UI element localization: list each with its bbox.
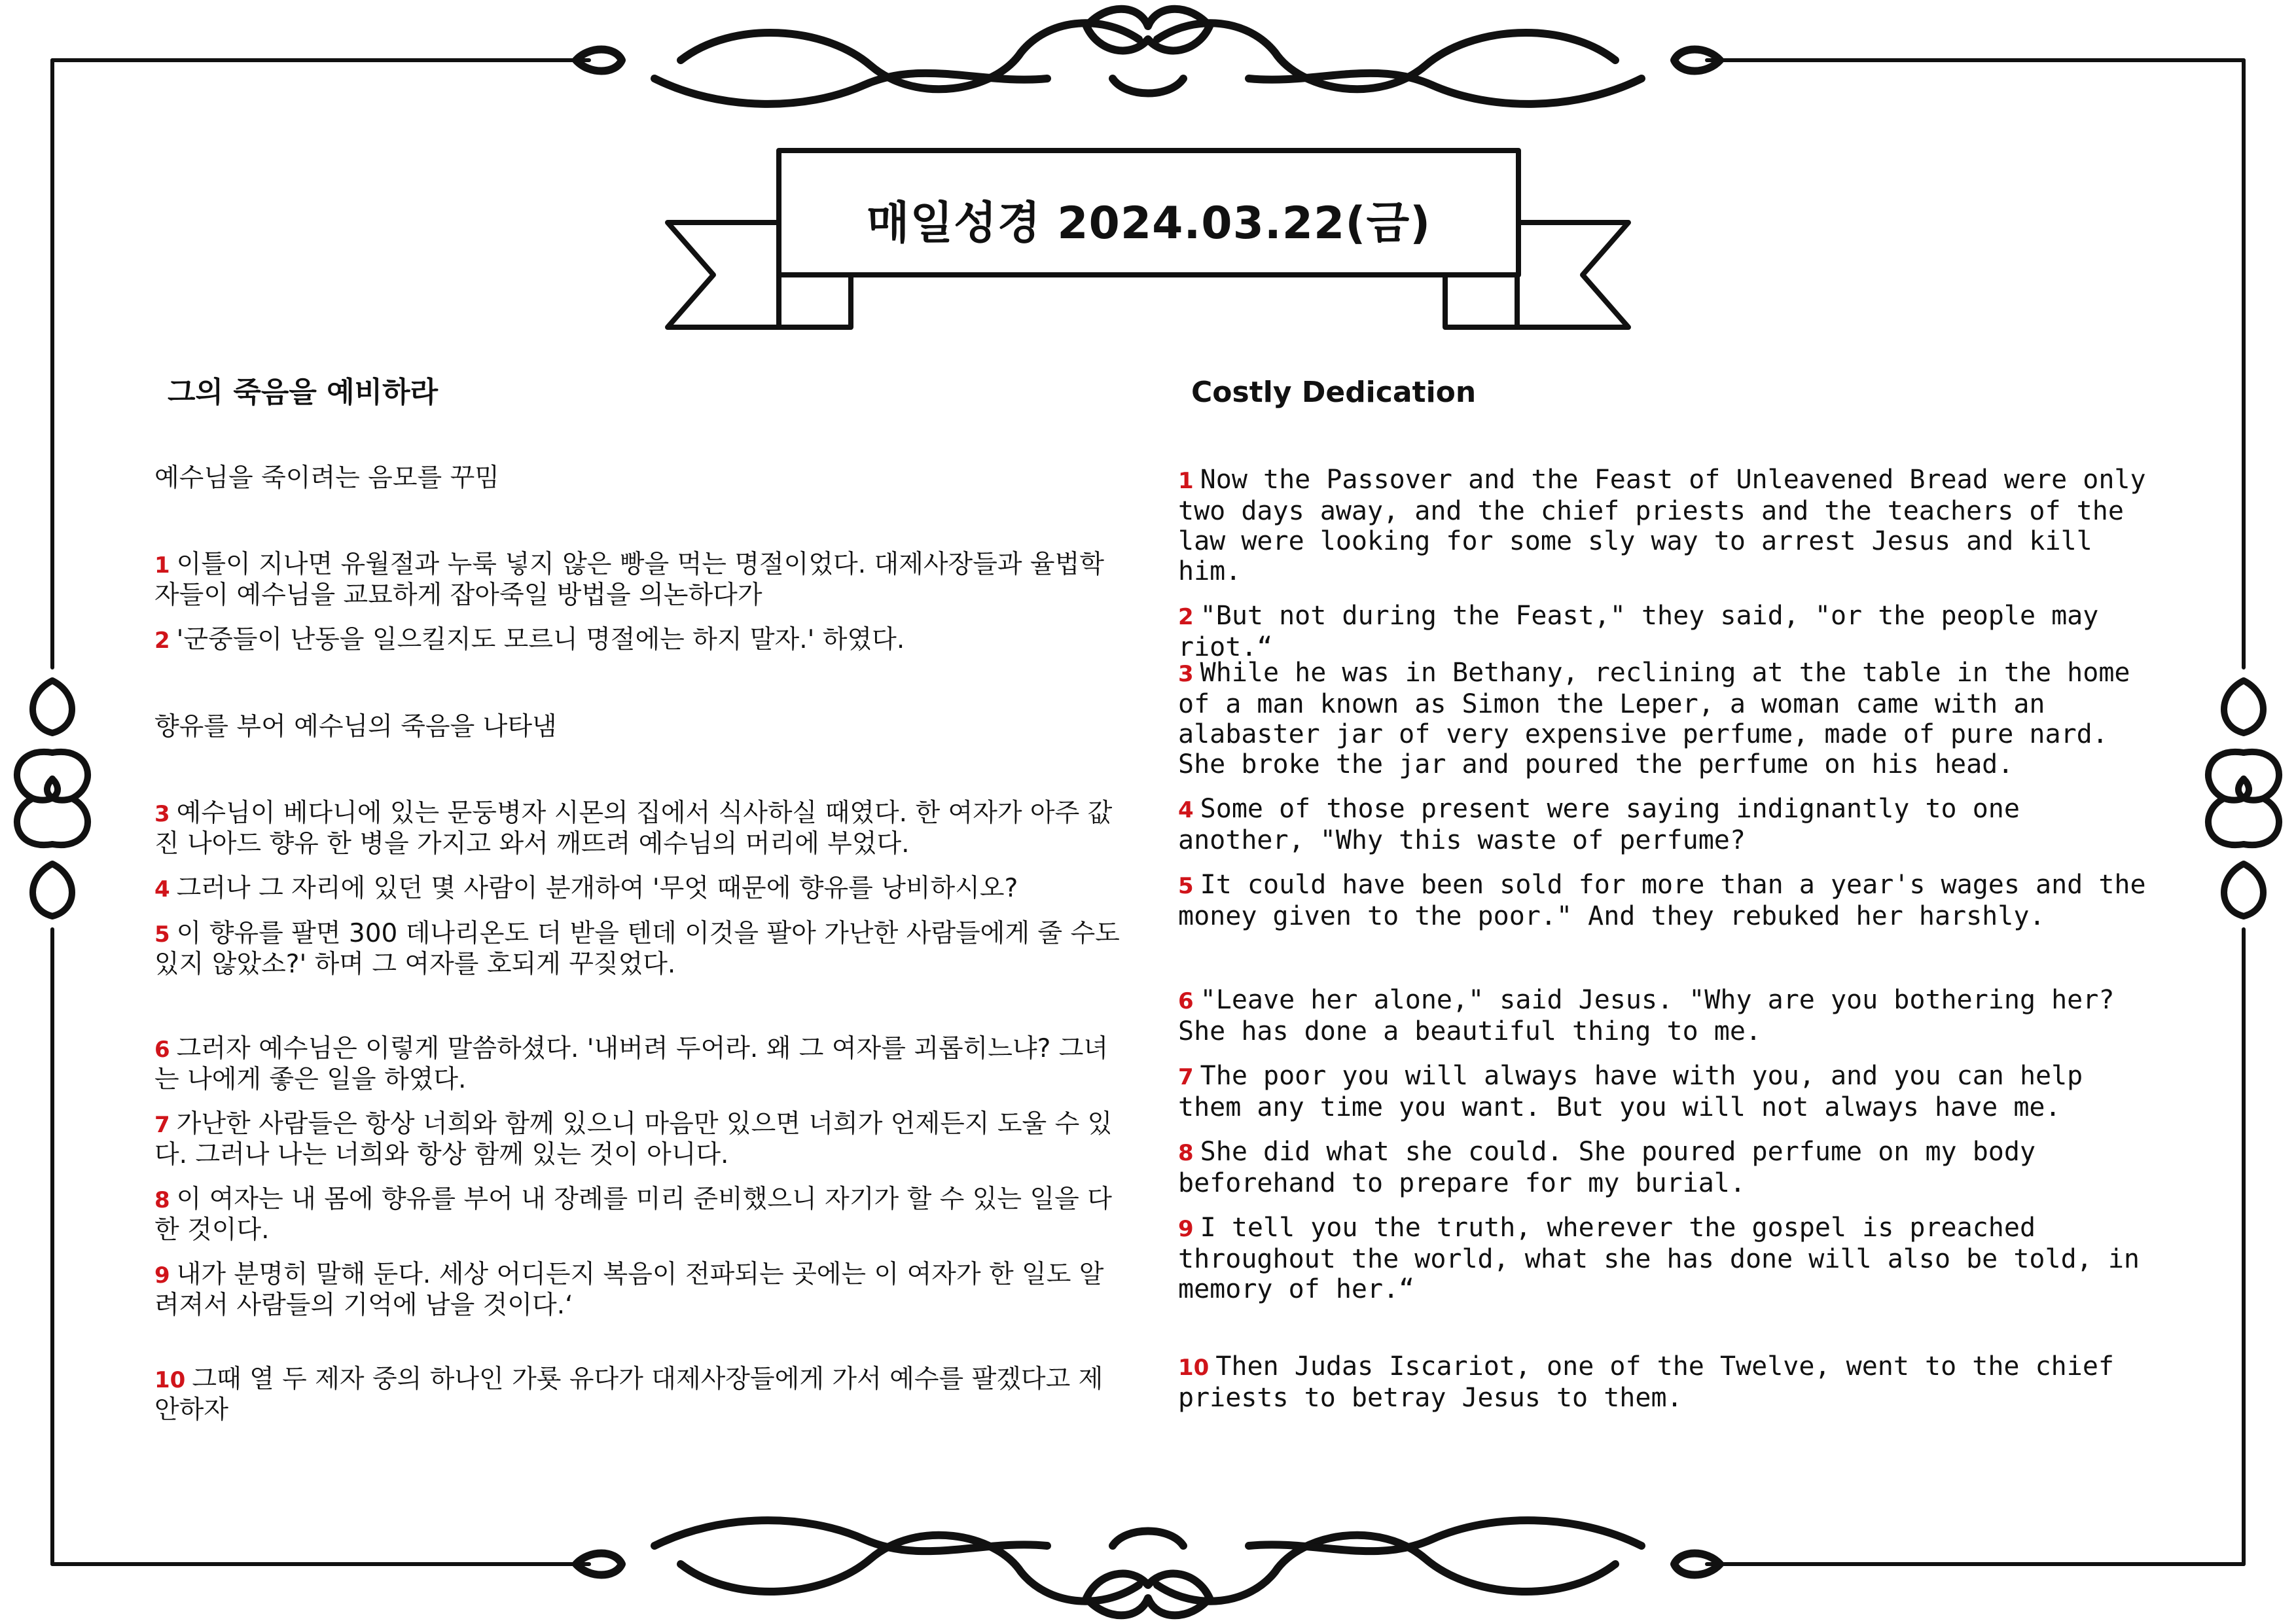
verse — [154, 1364, 1123, 1425]
verse — [154, 1260, 1123, 1321]
korean-subheading: 향유를 부어 예수님의 죽음을 나타냄 — [154, 712, 557, 741]
verse-text: 그러자 예수님은 이렇게 말씀하셨다. '내버려 두어라. 왜 그 여자를 괴롭히느냐? 그녀는 나에게 좋은 일을 하였다. — [154, 1034, 1109, 1094]
english-heading: Costly Dedication — [1191, 376, 1477, 409]
verse-number: 10 — [154, 1367, 186, 1393]
verse-number: 8 — [154, 1187, 170, 1213]
verse-text: It could have been sold for more than a year's wages and the money given to the poor." And they rebuked her harshly. — [1178, 870, 2146, 931]
verse-number: 1 — [1178, 468, 1194, 494]
verse-text: 이 향유를 팔면 300 데나리온도 더 받을 텐데 이것을 팔아 가난한 사람들에게 줄 수도 있지 않았소?' 하며 그 여자를 호되게 꾸짖었다. — [154, 919, 1120, 979]
verse — [1178, 1213, 2147, 1304]
verse-text: '군중들이 난동을 일으킬지도 모르니 명절에는 하지 말자.' 하였다. — [176, 625, 905, 654]
verse — [154, 798, 1123, 859]
korean-verses-1 — [154, 550, 1123, 670]
verse — [1178, 985, 2147, 1046]
verse-number: 2 — [1178, 604, 1194, 630]
verse-text: 그때 열 두 제자 중의 하나인 가룟 유다가 대제사장들에게 가서 예수를 팔겠다고 제안하자 — [154, 1364, 1103, 1425]
verse-text: 가난한 사람들은 항상 너희와 함께 있으니 마음만 있으면 너희가 언제든지 도울 수 있다. 그러나 나는 너희와 항상 함께 있는 것이 아니다. — [154, 1109, 1113, 1169]
korean-verses-4 — [154, 1364, 1123, 1440]
verse — [154, 1109, 1123, 1170]
verse-number: 4 — [1178, 797, 1194, 823]
english-verses-3 — [1178, 985, 2147, 1319]
bottom-flourish — [576, 1520, 1720, 1615]
verse — [154, 1185, 1123, 1245]
verse-text: "Leave her alone," said Jesus. "Why are you bothering her? She has done a beautiful thing to me. — [1178, 985, 2115, 1046]
english-column — [1178, 366, 2147, 1413]
verse — [154, 625, 1123, 656]
verse-number: 3 — [1178, 661, 1194, 687]
verse — [1178, 1137, 2147, 1198]
left-side-flourish — [17, 681, 88, 916]
verse — [154, 550, 1123, 611]
verse-text: Some of those present were saying indignantly to one another, "Why this waste of perfume? — [1178, 794, 2020, 855]
verse-text: Then Judas Iscariot, one of the Twelve, went to the chief priests to betray Jesus to them. — [1178, 1351, 2115, 1413]
verse — [1178, 794, 2147, 855]
verse-number: 4 — [154, 876, 170, 902]
verse — [154, 919, 1123, 980]
verse-number: 2 — [154, 628, 170, 654]
verse-number: 7 — [1178, 1064, 1194, 1090]
verse-text: 예수님이 베다니에 있는 문둥병자 시몬의 집에서 식사하실 때였다. 한 여자가 아주 값진 나아드 향유 한 병을 가지고 와서 깨뜨려 예수님의 머리에 부었다. — [154, 798, 1113, 859]
korean-subheading: 예수님을 죽이려는 음모를 꾸밈 — [154, 463, 499, 493]
verse-text: 내가 분명히 말해 둔다. 세상 어디든지 복음이 전파되는 곳에는 이 여자가 한 일도 알려져서 사람들의 기억에 남을 것이다.‘ — [154, 1260, 1104, 1320]
korean-heading: 그의 죽음을 예비하라 — [168, 376, 439, 409]
verse-text: "But not during the Feast," they said, "or the people may riot.“ — [1178, 601, 2099, 662]
verse-text: 그러나 그 자리에 있던 몇 사람이 분개하여 '무엇 때문에 향유를 낭비하시오? — [176, 874, 1018, 903]
top-flourish — [576, 9, 1720, 104]
verse-number: 1 — [154, 552, 170, 579]
verse-number: 9 — [1178, 1216, 1194, 1242]
verse — [1178, 870, 2147, 931]
english-verses-2 — [1178, 658, 2147, 946]
korean-verses-3 — [154, 1034, 1123, 1335]
verse-number: 7 — [154, 1112, 170, 1138]
verse-number: 5 — [1178, 873, 1194, 899]
verse-number: 6 — [1178, 988, 1194, 1014]
verse — [1178, 1351, 2147, 1413]
korean-section-1 — [154, 461, 1123, 495]
verse-text: The poor you will always have with you, and you can help them any time you want. But you will not always have me. — [1178, 1061, 2083, 1122]
verse-text: Now the Passover and the Feast of Unleavened Bread were only two days away, and the chief priests and the teachers of the law were looking for some sly way to arrest Jesus and kill him. — [1178, 465, 2146, 586]
verse-number: 6 — [154, 1037, 170, 1063]
verse-number: 8 — [1178, 1140, 1194, 1166]
korean-column — [154, 366, 1123, 1425]
verse-text: 이틀이 지나면 유월절과 누룩 넣지 않은 빵을 먹는 명절이었다. 대제사장들과 율법학자들이 예수님을 교묘하게 잡아죽일 방법을 의논하다가 — [154, 550, 1104, 610]
verse — [1178, 465, 2147, 586]
verse-text: I tell you the truth, wherever the gospel is preached throughout the world, what she has done will also be told, in memory of her.“ — [1178, 1213, 2140, 1304]
verse — [1178, 1061, 2147, 1122]
verse-text: 이 여자는 내 몸에 향유를 부어 내 장례를 미리 준비했으니 자기가 할 수 있는 일을 다 한 것이다. — [154, 1185, 1112, 1245]
verse-text: She did what she could. She poured perfume on my body beforehand to prepare for my burial. — [1178, 1137, 2036, 1198]
korean-section-2 — [154, 710, 1123, 744]
english-verses-4 — [1178, 1351, 2147, 1427]
english-verses-1 — [1178, 465, 2147, 677]
verse — [154, 1034, 1123, 1095]
verse-number: 5 — [154, 921, 170, 948]
verse-number: 10 — [1178, 1355, 1210, 1381]
verse-number: 3 — [154, 801, 170, 827]
verse-text: While he was in Bethany, reclining at the table in the home of a man known as Simon the Leper, a woman came with an alabaster jar of very expensive perfume, made of pure nard. She broke the jar and poured the perfume on his head. — [1178, 658, 2130, 779]
verse — [1178, 601, 2147, 662]
right-side-flourish — [2208, 681, 2279, 916]
verse — [154, 874, 1123, 904]
korean-verses-2 — [154, 798, 1123, 994]
verse — [1178, 658, 2147, 779]
verse-number: 9 — [154, 1262, 170, 1289]
page-title: 매일성경 2024.03.22(금) — [866, 197, 1431, 249]
